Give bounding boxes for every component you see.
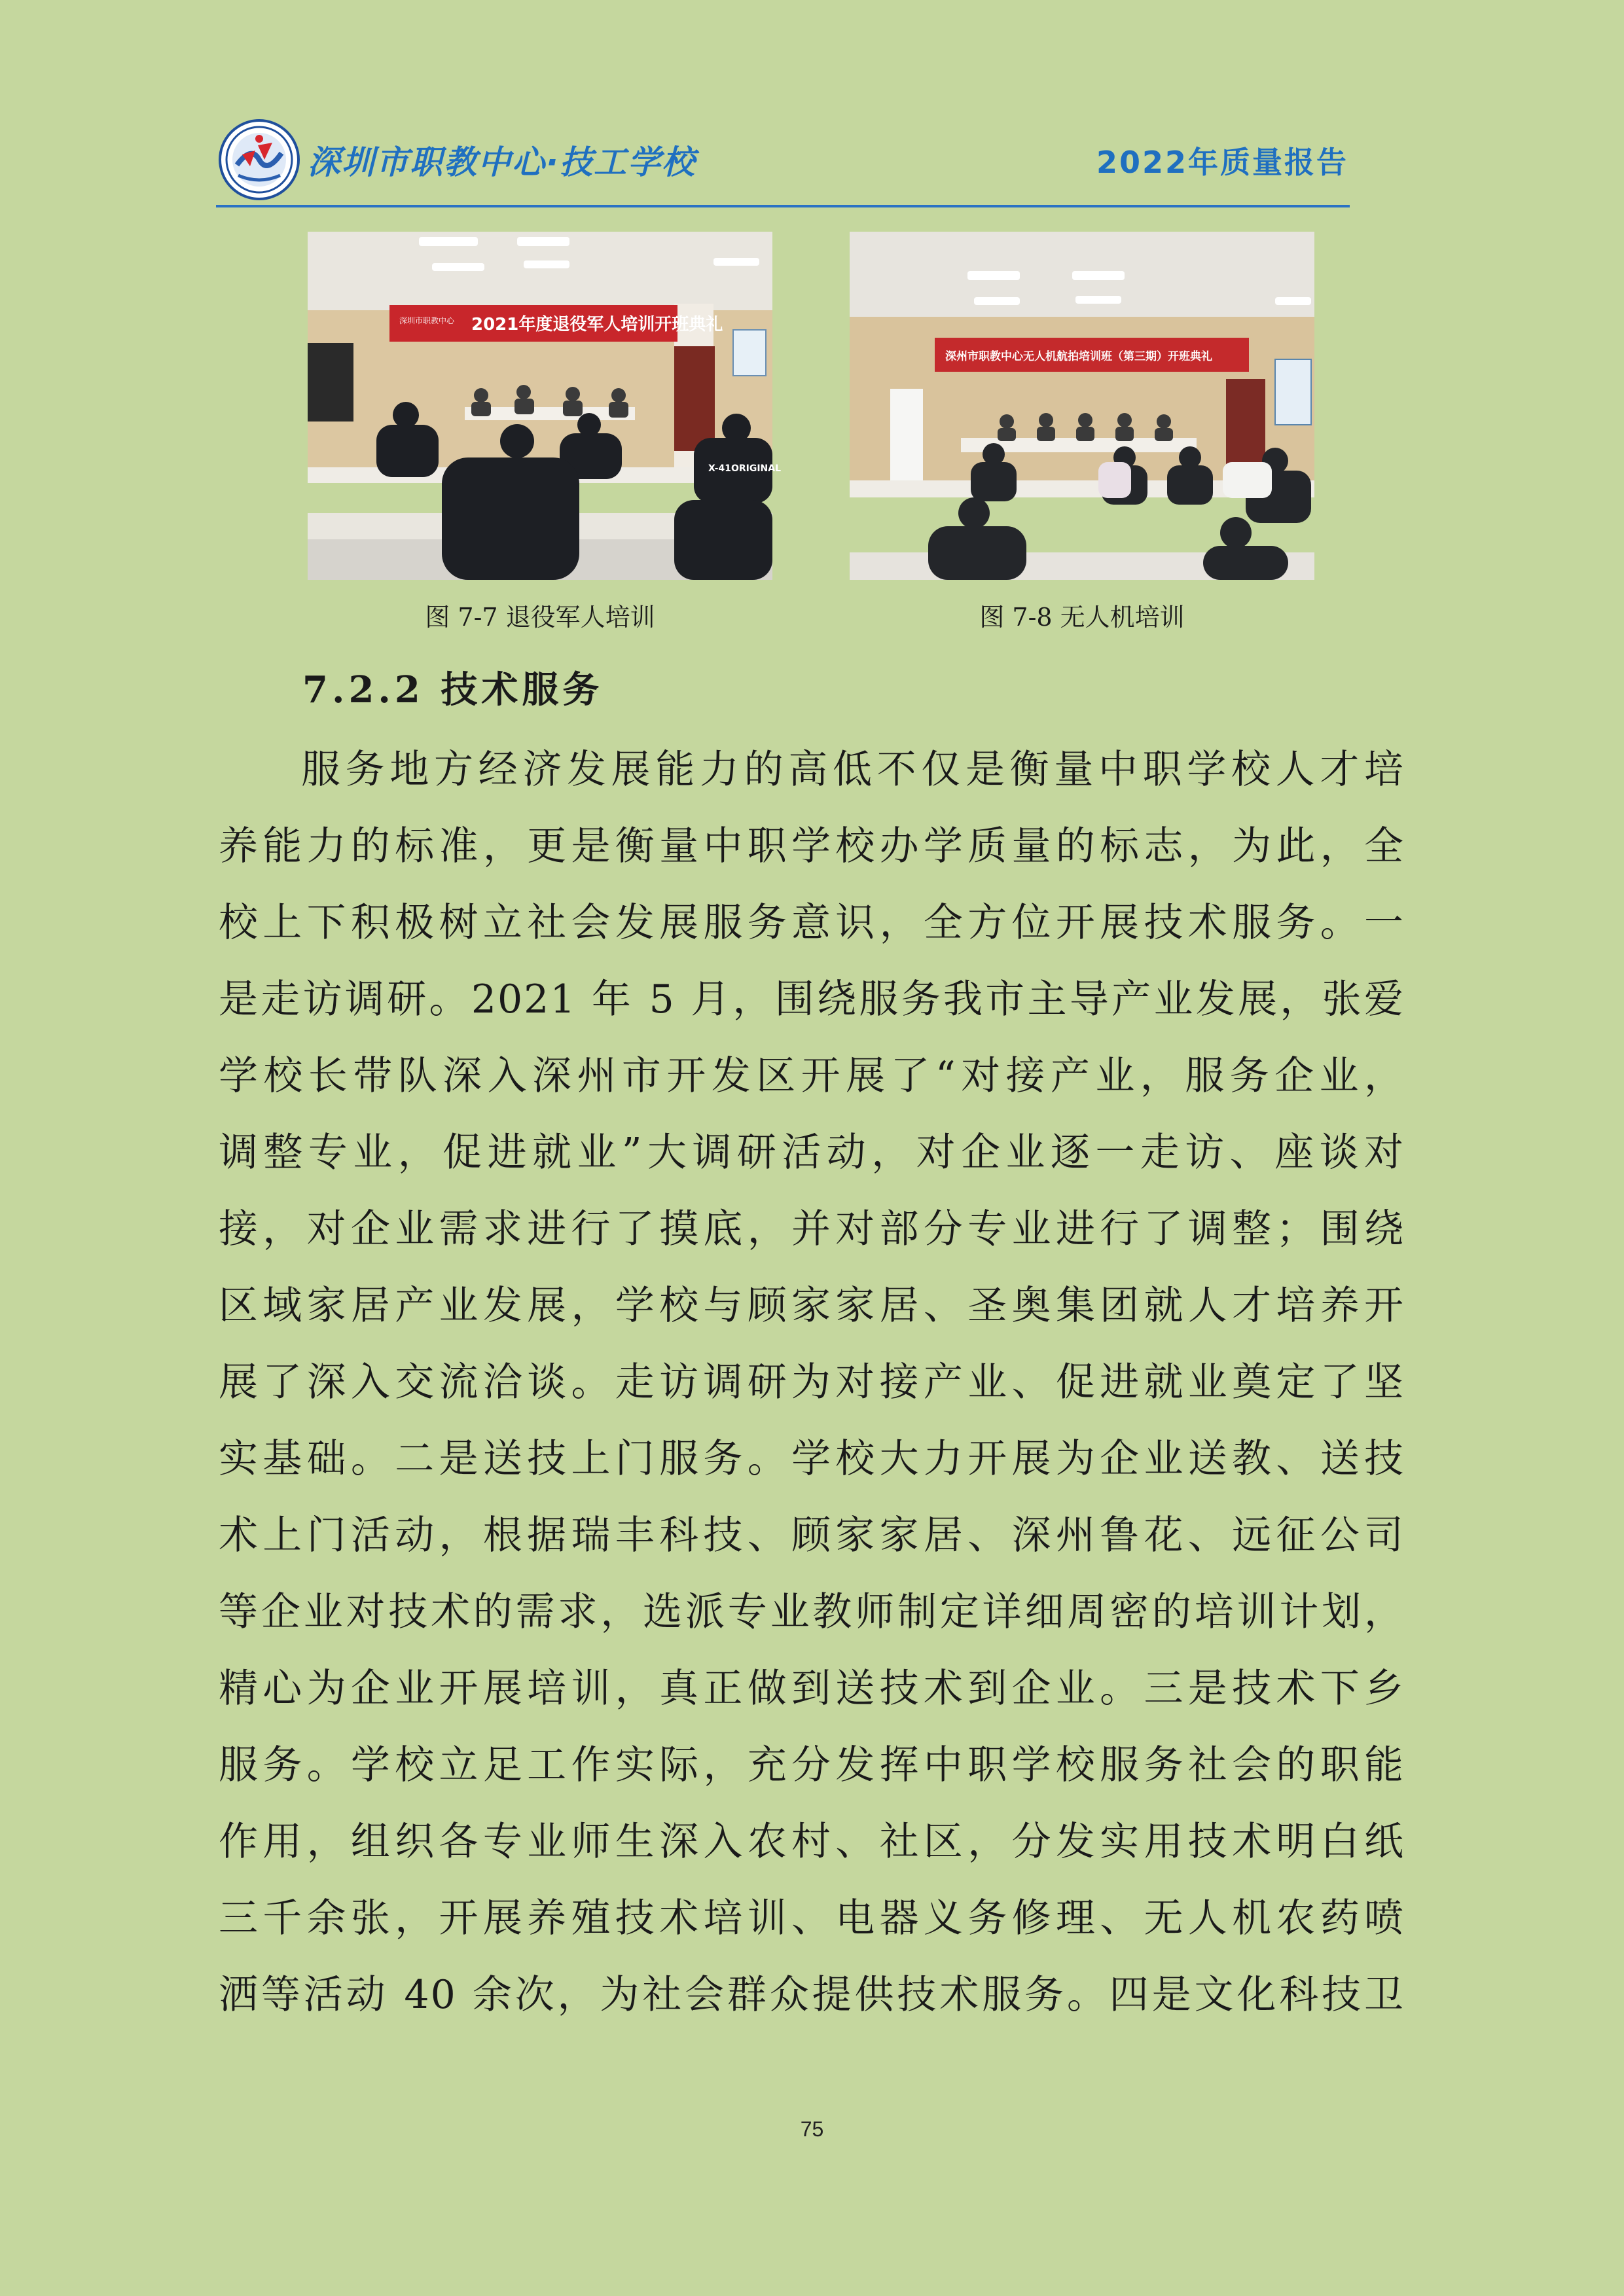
school-name: 深圳市职教中心·技工学校 [308, 143, 696, 181]
paragraph-line: 精心为企业开展培训，真正做到送技术到企业。三是技术下乡 [219, 1666, 1405, 1712]
paragraph-line: 三千余张，开展养殖技术培训、电器义务修理、无人机农药喷 [219, 1895, 1405, 1941]
page-header [216, 117, 1348, 208]
figure-caption-drone: 图 7-8 无人机培训 [979, 603, 1185, 632]
paragraph-line: 术上门活动，根据瑞丰科技、顾家家居、深州鲁花、远征公司 [219, 1513, 1405, 1558]
banner-text: 深州市职教中心无人机航拍培训班（第三期）开班典礼 [945, 350, 1212, 363]
figure-photo-veterans-training [308, 232, 782, 580]
paragraph-line: 展了深入交流洽谈。走访调研为对接产业、促进就业奠定了坚 [219, 1359, 1405, 1405]
paragraph-line: 作用，组织各专业师生深入农村、社区，分发实用技术明白纸 [219, 1819, 1405, 1865]
page-number: 75 [800, 2117, 824, 2141]
body-paragraph [219, 732, 1405, 2034]
section-heading: 7.2.2 技术服务 [302, 668, 604, 711]
paragraph-line: 接，对企业需求进行了摸底，并对部分专业进行了调整；围绕 [219, 1206, 1405, 1252]
paragraph-line: 实基础。二是送技上门服务。学校大力开展为企业送教、送技 [219, 1436, 1405, 1482]
figure-photo-drone-training [850, 232, 1314, 580]
school-emblem-icon [219, 119, 300, 200]
paragraph-line: 校上下积极树立社会发展服务意识，全方位开展技术服务。一 [219, 900, 1405, 946]
paragraph-line: 服务地方经济发展能力的高低不仅是衡量中职学校人才培 [301, 747, 1405, 793]
paragraph-line: 区域家居产业发展，学校与顾家家居、圣奥集团就人才培养开 [219, 1283, 1405, 1329]
banner-text: 2021年度退役军人培训开班典礼 [471, 315, 723, 334]
paragraph-line: 等企业对技术的需求，选派专业教师制定详细周密的培训计划， [219, 1589, 1405, 1635]
paragraph-line: 洒等活动 40 余次，为社会群众提供技术服务。四是文化科技卫 [219, 1972, 1405, 2018]
banner-small-text: 深圳市职教中心 [399, 316, 455, 325]
paragraph-line: 学校长带队深入深州市开发区开展了“对接产业，服务企业， [219, 1053, 1405, 1099]
paragraph-line: 是走访调研。2021 年 5 月，围绕服务我市主导产业发展，张爱 [219, 977, 1405, 1022]
figure-caption-veterans: 图 7-7 退役军人培训 [425, 603, 655, 632]
paragraph-line: 养能力的标准，更是衡量中职学校办学质量的标志，为此，全 [219, 823, 1405, 869]
shirt-text: X-41ORIGINAL [708, 463, 782, 474]
report-title: 2022年质量报告 [1096, 145, 1348, 180]
paragraph-line: 服务。学校立足工作实际，充分发挥中职学校服务社会的职能 [219, 1742, 1405, 1788]
header-divider [216, 205, 1350, 207]
paragraph-line: 调整专业，促进就业”大调研活动，对企业逐一走访、座谈对 [219, 1130, 1405, 1175]
